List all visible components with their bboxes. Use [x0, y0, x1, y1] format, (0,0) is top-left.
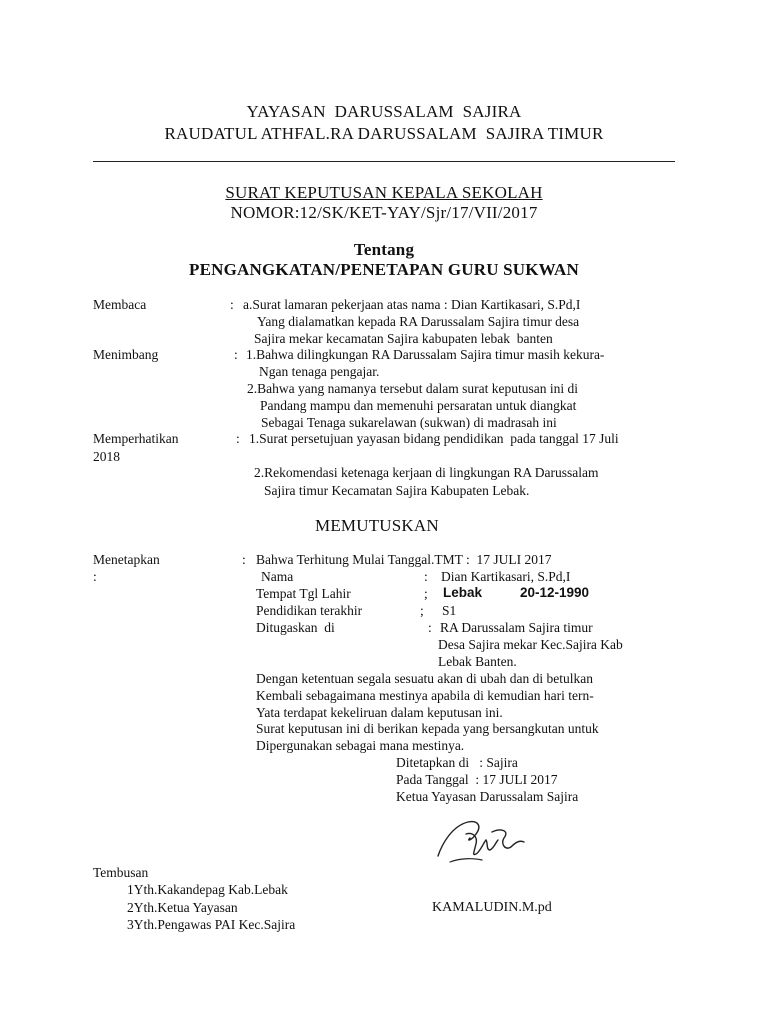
menetapkan-label: Menetapkan — [93, 552, 160, 567]
menimbang-label: Menimbang — [93, 347, 159, 362]
memperhatikan-colon: : — [236, 431, 240, 446]
closing-line: Dipergunakan sebagai mana mestinya. — [256, 738, 465, 753]
field-sep-ttl: ; — [424, 586, 428, 601]
field-label-nama: Nama — [261, 569, 294, 584]
field-value-ditugaskan: RA Darussalam Sajira timur — [440, 620, 593, 635]
field-value-birthplace: Lebak — [443, 585, 483, 600]
decision-heading: MEMUTUSKAN — [315, 516, 439, 535]
foundation-name: YAYASAN DARUSSALAM SAJIRA — [246, 102, 522, 121]
field-sep-nama: : — [424, 569, 428, 584]
closing-line: Kembali sebagaimana mestinya apabila di kemudian hari tern- — [256, 688, 594, 703]
closing-line: Dengan ketentuan segala sesuatu akan di ubah dan di betulkan — [256, 671, 594, 686]
membaca-line: Sajira mekar kecamatan Sajira kabupaten lebak banten — [254, 331, 553, 346]
memperhatikan-line: Sajira timur Kecamatan Sajira Kabupaten Lebak. — [264, 483, 530, 498]
signed-date: Pada Tanggal : 17 JULI 2017 — [396, 772, 558, 787]
menimbang-line: Ngan tenaga pengajar. — [259, 364, 380, 379]
memperhatikan-line: 1.Surat persetujuan yayasan bidang pendidikan pada tanggal 17 Juli — [249, 431, 619, 446]
decree-number: NOMOR:12/SK/KET-YAY/Sjr/17/VII/2017 — [230, 203, 538, 222]
membaca-label: Membaca — [93, 297, 147, 312]
memperhatikan-label: Memperhatikan — [93, 431, 179, 446]
field-sep-pendidikan: ; — [420, 603, 424, 618]
tembusan-item: 3Yth.Pengawas PAI Kec.Sajira — [127, 917, 296, 932]
decree-subject: PENGANGKATAN/PENETAPAN GURU SUKWAN — [189, 260, 579, 279]
header-divider — [93, 161, 675, 162]
closing-line: Yata terdapat kekeliruan dalam keputusan ini. — [256, 705, 503, 720]
field-value-nama: Dian Kartikasari, S.Pd,I — [441, 569, 571, 584]
menetapkan-colon-wrap: : — [93, 569, 97, 584]
signer-name: KAMALUDIN.M.pd — [432, 900, 552, 915]
decree-title: SURAT KEPUTUSAN KEPALA SEKOLAH — [225, 183, 543, 202]
address-line: Desa Sajira mekar Kec.Sajira Kab — [438, 637, 623, 652]
field-value-pendidikan: S1 — [442, 603, 457, 618]
menimbang-line: Pandang mampu dan memenuhi persaratan untuk diangkat — [260, 398, 577, 413]
tembusan-label: Tembusan — [93, 865, 149, 880]
address-line: Lebak Banten. — [438, 654, 517, 669]
membaca-line: Yang dialamatkan kepada RA Darussalam Sajira timur desa — [257, 314, 580, 329]
menimbang-line: 2.Bahwa yang namanya tersebut dalam surat keputusan ini di — [247, 381, 579, 396]
membaca-colon: : — [230, 297, 234, 312]
signer-position: Ketua Yayasan Darussalam Sajira — [396, 789, 579, 804]
field-value-birthdate: 20-12-1990 — [520, 585, 590, 600]
signed-at: Ditetapkan di : Sajira — [396, 755, 518, 770]
tembusan-item: 1Yth.Kakandepag Kab.Lebak — [127, 882, 288, 897]
field-label-ttl: Tempat Tgl Lahir — [256, 586, 351, 601]
school-name: RAUDATUL ATHFAL.RA DARUSSALAM SAJIRA TIMUR — [164, 124, 604, 143]
memperhatikan-line: 2018 — [93, 449, 120, 464]
tembusan-item: 2Yth.Ketua Yayasan — [127, 900, 238, 915]
menimbang-line: 1.Bahwa dilingkungan RA Darussalam Sajira timur masih kekura- — [246, 347, 605, 362]
field-label-ditugaskan: Ditugaskan di — [256, 620, 335, 635]
decree-about-label: Tentang — [353, 240, 415, 259]
field-label-pendidikan: Pendidikan terakhir — [256, 603, 363, 618]
closing-line: Surat keputusan ini di berikan kepada yang bersangkutan untuk — [256, 721, 599, 736]
menetapkan-intro: Bahwa Terhitung Mulai Tanggal.TMT : 17 JULI 2017 — [256, 552, 552, 567]
handwritten-signature — [430, 812, 530, 872]
membaca-line: a.Surat lamaran pekerjaan atas nama : Dian Kartikasari, S.Pd,I — [243, 297, 581, 312]
menimbang-line: Sebagai Tenaga sukarelawan (sukwan) di madrasah ini — [261, 415, 557, 430]
field-sep-ditugaskan: : — [428, 620, 432, 635]
menimbang-colon: : — [234, 347, 238, 362]
memperhatikan-line: 2.Rekomendasi ketenaga kerjaan di lingkungan RA Darussalam — [254, 465, 599, 480]
menetapkan-colon: : — [242, 552, 246, 567]
